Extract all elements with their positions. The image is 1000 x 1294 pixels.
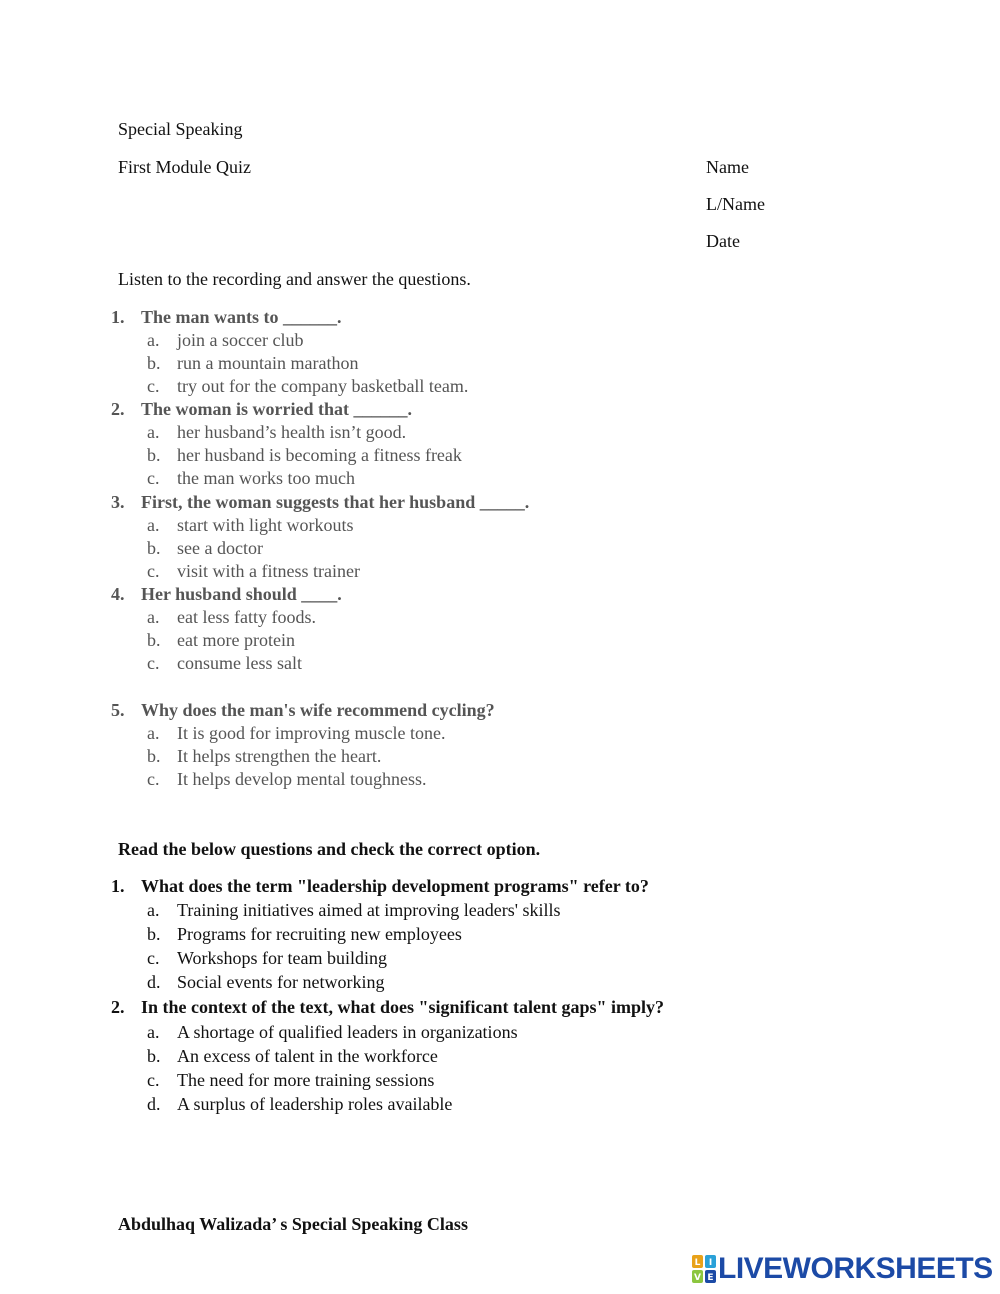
option-letter: b. bbox=[147, 746, 161, 766]
option-letter: b. bbox=[147, 630, 161, 650]
option-letter: b. bbox=[147, 924, 161, 944]
option-text: Programs for recruiting new employees bbox=[177, 924, 462, 944]
option-text: An excess of talent in the workforce bbox=[177, 1046, 438, 1066]
option-text: try out for the company basketball team. bbox=[177, 376, 469, 396]
option-letter: d. bbox=[147, 1094, 161, 1114]
name-field-label: Name bbox=[706, 157, 749, 177]
question-text: In the context of the text, what does "significant talent gaps" imply? bbox=[141, 997, 664, 1017]
question-text: The man wants to ______. bbox=[141, 307, 342, 327]
option-text: Social events for networking bbox=[177, 972, 385, 992]
option-letter: c. bbox=[147, 561, 160, 581]
option-letter: b. bbox=[147, 1046, 161, 1066]
option-text: Training initiatives aimed at improving leaders' skills bbox=[177, 900, 561, 920]
question-text: First, the woman suggests that her husband _____. bbox=[141, 492, 530, 512]
option-letter: c. bbox=[147, 948, 160, 968]
question-number: 2. bbox=[111, 399, 125, 419]
option-text: It is good for improving muscle tone. bbox=[177, 723, 446, 743]
option-letter: a. bbox=[147, 900, 160, 920]
option-text: eat less fatty foods. bbox=[177, 607, 316, 627]
reading-instruction: Read the below questions and check the correct option. bbox=[118, 839, 541, 859]
question-number: 1. bbox=[111, 307, 125, 327]
option-letter: c. bbox=[147, 769, 160, 789]
option-text: A surplus of leadership roles available bbox=[177, 1094, 453, 1114]
option-text: A shortage of qualified leaders in organizations bbox=[177, 1022, 518, 1042]
listening-instruction: Listen to the recording and answer the questions. bbox=[118, 269, 471, 289]
option-text: start with light workouts bbox=[177, 515, 354, 535]
option-letter: c. bbox=[147, 468, 160, 488]
option-text: The need for more training sessions bbox=[177, 1070, 435, 1090]
option-letter: c. bbox=[147, 376, 160, 396]
option-letter: c. bbox=[147, 1070, 160, 1090]
question-text: Her husband should ____. bbox=[141, 584, 342, 604]
option-text: Workshops for team building bbox=[177, 948, 388, 968]
svg-text:V: V bbox=[694, 1273, 701, 1283]
course-title: Special Speaking bbox=[118, 119, 243, 139]
option-letter: a. bbox=[147, 422, 160, 442]
svg-text:L: L bbox=[694, 1258, 701, 1268]
option-text: It helps develop mental toughness. bbox=[177, 769, 427, 789]
option-letter: a. bbox=[147, 330, 160, 350]
quiz-title: First Module Quiz bbox=[118, 157, 251, 177]
option-letter: a. bbox=[147, 515, 160, 535]
option-text: run a mountain marathon bbox=[177, 353, 359, 373]
last-name-field-label: L/Name bbox=[706, 194, 765, 214]
question-number: 3. bbox=[111, 492, 125, 512]
option-text: the man works too much bbox=[177, 468, 355, 488]
option-text: consume less salt bbox=[177, 653, 302, 673]
svg-text:E: E bbox=[707, 1273, 714, 1283]
question-number: 2. bbox=[111, 997, 125, 1017]
teacher-credit: Abdulhaq Walizada’ s Special Speaking Class bbox=[118, 1214, 468, 1234]
option-letter: c. bbox=[147, 653, 160, 673]
liveworksheets-wordmark: LIVEWORKSHEETS bbox=[718, 1252, 993, 1285]
option-text: It helps strengthen the heart. bbox=[177, 746, 382, 766]
question-text: Why does the man's wife recommend cycling? bbox=[141, 700, 495, 720]
question-text: What does the term "leadership development programs" refer to? bbox=[141, 876, 649, 896]
option-text: eat more protein bbox=[177, 630, 295, 650]
question-text: The woman is worried that ______. bbox=[141, 399, 412, 419]
question-number: 5. bbox=[111, 700, 125, 720]
question-number: 4. bbox=[111, 584, 125, 604]
option-letter: b. bbox=[147, 353, 161, 373]
liveworksheets-logo-icon bbox=[692, 1255, 716, 1283]
option-letter: a. bbox=[147, 607, 160, 627]
option-letter: b. bbox=[147, 538, 161, 558]
option-letter: d. bbox=[147, 972, 161, 992]
question-number: 1. bbox=[111, 876, 125, 896]
option-text: visit with a fitness trainer bbox=[177, 561, 360, 581]
option-text: see a doctor bbox=[177, 538, 263, 558]
option-text: her husband is becoming a fitness freak bbox=[177, 445, 462, 465]
option-letter: a. bbox=[147, 1022, 160, 1042]
svg-text:I: I bbox=[708, 1258, 713, 1268]
date-field-label: Date bbox=[706, 231, 740, 251]
option-letter: a. bbox=[147, 723, 160, 743]
option-text: her husband’s health isn’t good. bbox=[177, 422, 407, 442]
option-text: join a soccer club bbox=[177, 330, 304, 350]
option-letter: b. bbox=[147, 445, 161, 465]
liveworksheets-logo bbox=[692, 1253, 993, 1285]
